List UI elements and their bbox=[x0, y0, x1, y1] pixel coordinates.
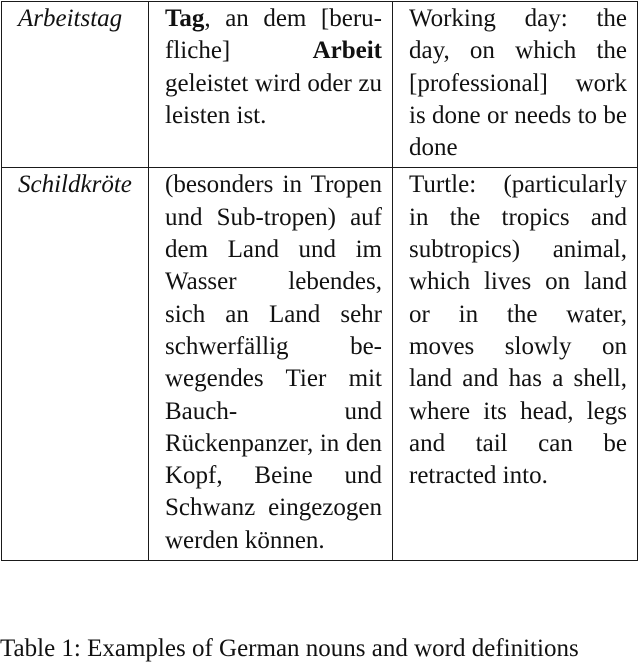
table-caption: Table 1: Examples of German nouns and word definitions bbox=[0, 635, 579, 662]
english-definition-cell: Turtle: (particularly in the tropics and subtropics) animal, which lives on land or in the water, moves slowly on land and has a shell, where its head, legs and tail can be retracted into. bbox=[393, 168, 638, 561]
definition-table bbox=[1, 1, 638, 561]
bold-word: Arbeit bbox=[312, 37, 382, 65]
german-definition-cell bbox=[149, 2, 393, 168]
table-row bbox=[2, 168, 638, 561]
german-definition-cell: (besonders in Tropen und Sub-tropen) auf dem Land und im Wasser lebendes, sich an Land sehr schwerfällig be-wegendes Tier mit Bauch- und Rückenpanzer, in den Kopf, Beine und Schwanz eingezogen werden können. bbox=[149, 168, 393, 561]
table-row bbox=[2, 2, 638, 168]
bold-word: Tag bbox=[165, 5, 205, 32]
term-cell: Arbeitstag bbox=[2, 2, 149, 168]
definition-text: , an dem [beru-fliche] bbox=[165, 5, 382, 65]
term-cell: Schildkröte bbox=[2, 168, 149, 561]
english-definition-cell: Working day: the day, on which the [professional] work is done or needs to be done bbox=[393, 2, 638, 168]
definition-text: geleistet wird oder zu leisten ist. bbox=[165, 69, 382, 129]
